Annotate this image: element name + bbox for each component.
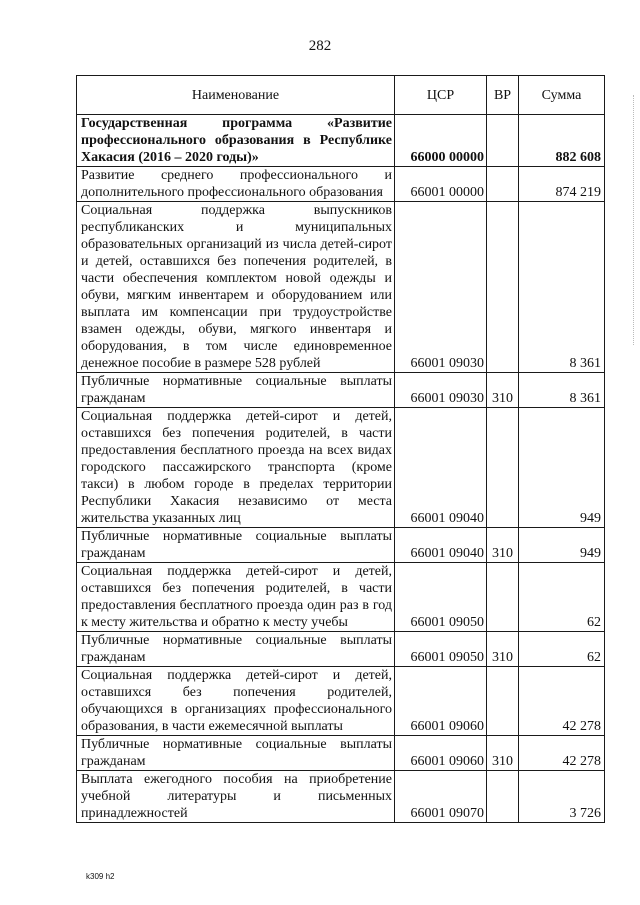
table-row bbox=[77, 563, 605, 632]
row-sum: 882 608 bbox=[519, 115, 605, 167]
row-name: Публичные нормативные социальные выплаты гражданам bbox=[77, 736, 395, 771]
row-csr: 66001 09030 bbox=[395, 202, 487, 373]
row-csr: 66001 09040 bbox=[395, 528, 487, 563]
row-vr: 310 bbox=[487, 736, 519, 771]
header-csr: ЦСР bbox=[395, 76, 487, 115]
row-name: Социальная поддержка детей-сирот и детей, оставшихся без попечения родителей, в части предоставления бесплатного проезда на всех видах городского пассажирского транспорта (кроме такси) в любом городе в пределах территории Республики Хакасия независимо от места жительства указанных лиц bbox=[77, 408, 395, 528]
header-sum: Сумма bbox=[519, 76, 605, 115]
row-vr bbox=[487, 167, 519, 202]
row-name: Публичные нормативные социальные выплаты гражданам bbox=[77, 373, 395, 408]
row-name: Социальная поддержка детей-сирот и детей, оставшихся без попечения родителей, в части предоставления бесплатного проезда один раз в год к месту жительства и обратно к месту учебы bbox=[77, 563, 395, 632]
row-csr: 66001 09050 bbox=[395, 632, 487, 667]
row-vr bbox=[487, 115, 519, 167]
row-vr bbox=[487, 408, 519, 528]
table-row bbox=[77, 771, 605, 823]
table-row bbox=[77, 528, 605, 563]
row-vr: 310 bbox=[487, 373, 519, 408]
row-vr bbox=[487, 771, 519, 823]
row-csr: 66001 09040 bbox=[395, 408, 487, 528]
row-name: Социальная поддержка выпускников республиканских и муниципальных образовательных организаций из числа детей-сирот и детей, оставшихся без попечения родителей, в части обеспечения комплектом новой одежды и обуви, мягким инвентарем и оборудованием или выплата им компенсации при трудоустройстве взамен одежды, обуви, мягкого инвентаря и оборудования, в том числе единовременное денежное пособие в размере 528 рублей bbox=[77, 202, 395, 373]
row-name: Развитие среднего профессионального и дополнительного профессионального образования bbox=[77, 167, 395, 202]
row-csr: 66001 00000 bbox=[395, 167, 487, 202]
row-vr: 310 bbox=[487, 528, 519, 563]
budget-table bbox=[76, 75, 605, 823]
row-sum: 874 219 bbox=[519, 167, 605, 202]
row-sum: 949 bbox=[519, 408, 605, 528]
row-name: Публичные нормативные социальные выплаты гражданам bbox=[77, 528, 395, 563]
row-csr: 66001 09030 bbox=[395, 373, 487, 408]
row-sum: 949 bbox=[519, 528, 605, 563]
table-row bbox=[77, 736, 605, 771]
header-name: Наименование bbox=[77, 76, 395, 115]
table-row bbox=[77, 632, 605, 667]
row-sum: 8 361 bbox=[519, 373, 605, 408]
table-row bbox=[77, 667, 605, 736]
row-csr: 66001 09050 bbox=[395, 563, 487, 632]
row-vr bbox=[487, 202, 519, 373]
table-header-row bbox=[77, 76, 605, 115]
page-number: 282 bbox=[308, 38, 332, 54]
row-sum: 42 278 bbox=[519, 736, 605, 771]
row-vr: 310 bbox=[487, 632, 519, 667]
row-csr: 66001 09070 bbox=[395, 771, 487, 823]
table-row bbox=[77, 167, 605, 202]
row-name: Публичные нормативные социальные выплаты гражданам bbox=[77, 632, 395, 667]
row-sum: 62 bbox=[519, 632, 605, 667]
table-row bbox=[77, 408, 605, 528]
row-vr bbox=[487, 667, 519, 736]
row-sum: 8 361 bbox=[519, 202, 605, 373]
row-sum: 62 bbox=[519, 563, 605, 632]
table-row bbox=[77, 202, 605, 373]
header-vr: ВР bbox=[487, 76, 519, 115]
footer-code: k309 h2 bbox=[86, 872, 115, 881]
row-name: Государственная программа «Развитие профессионального образования в Республике Хакасия (2016 – 2020 годы)» bbox=[77, 115, 395, 167]
table-row bbox=[77, 115, 605, 167]
row-name: Выплата ежегодного пособия на приобретение учебной литературы и письменных принадлежностей bbox=[77, 771, 395, 823]
row-vr bbox=[487, 563, 519, 632]
row-sum: 42 278 bbox=[519, 667, 605, 736]
row-csr: 66001 09060 bbox=[395, 736, 487, 771]
scan-edge-marks bbox=[629, 95, 634, 345]
row-name: Социальная поддержка детей-сирот и детей, оставшихся без попечения родителей, обучающихся в организациях профессионального образования, в части ежемесячной выплаты bbox=[77, 667, 395, 736]
row-sum: 3 726 bbox=[519, 771, 605, 823]
row-csr: 66001 09060 bbox=[395, 667, 487, 736]
table-row bbox=[77, 373, 605, 408]
row-csr: 66000 00000 bbox=[395, 115, 487, 167]
